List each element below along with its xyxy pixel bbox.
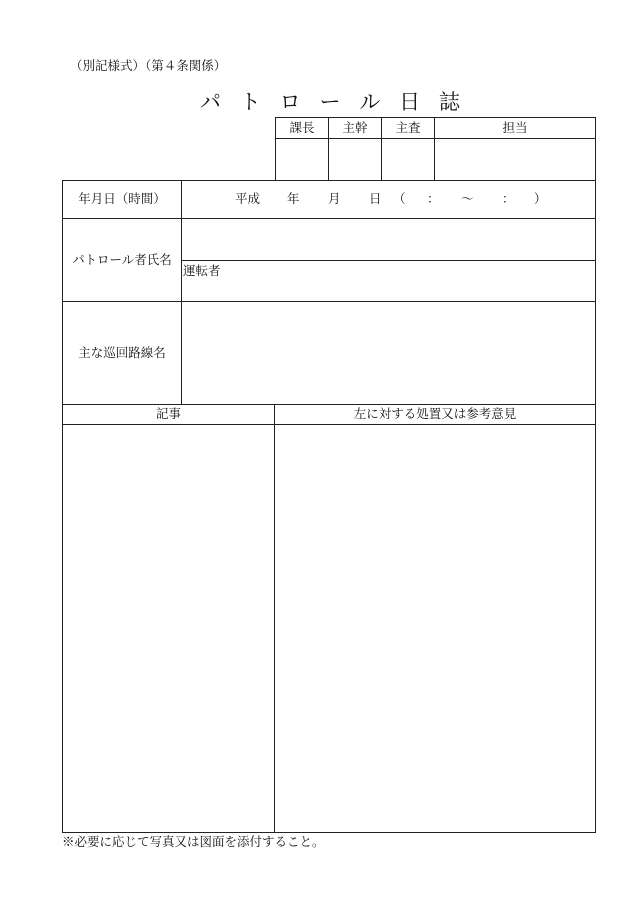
patrol-members-field[interactable] — [182, 219, 595, 260]
date-time-field[interactable] — [182, 181, 595, 218]
route-label: 主な巡回路線名 — [78, 344, 166, 360]
title-char: 誌 — [438, 90, 462, 114]
month-label: 月 — [328, 191, 341, 206]
opinion-area[interactable] — [275, 425, 595, 832]
approval-border-right — [595, 117, 596, 180]
stamp-box-inspector[interactable] — [382, 139, 434, 180]
title-char: ー — [319, 90, 343, 114]
time-colon: ： — [502, 191, 515, 206]
form-border-bottom — [62, 832, 596, 833]
attachment-note: ※必要に応じて写真又は図面を添付すること。 — [62, 834, 325, 849]
time-range-tilde: ～ — [461, 191, 474, 206]
year-label: 年 — [287, 191, 300, 206]
driver-label: 運転者 — [183, 263, 221, 278]
day-label: 日 — [369, 191, 382, 206]
stamp-box-section-chief[interactable] — [276, 139, 328, 180]
era-label: 平成 — [235, 191, 261, 206]
approval-header-inspector: 主査 — [395, 119, 421, 135]
date-time-label: 年月日（時間） — [78, 191, 166, 207]
time-close-paren: ） — [534, 191, 547, 206]
stamp-box-chief-officer[interactable] — [329, 139, 381, 180]
record-header: 記事 — [155, 406, 181, 422]
title-char: ル — [359, 90, 383, 114]
form-border-right — [595, 180, 596, 833]
approval-header-section-chief: 課長 — [289, 119, 315, 135]
page-title — [200, 86, 462, 116]
approval-header-staff: 担当 — [502, 119, 528, 135]
title-char: 日 — [399, 90, 423, 114]
title-char: パ — [200, 90, 223, 114]
form-caption: （別記様式）（第４条関係） — [70, 58, 227, 73]
patrol-members-label: パトロール者氏名 — [72, 251, 172, 267]
route-field[interactable] — [182, 302, 595, 404]
time-open-paren: （ — [393, 191, 406, 206]
title-char: ロ — [279, 90, 303, 114]
driver-field[interactable] — [182, 261, 595, 301]
record-area[interactable] — [63, 425, 274, 832]
title-char: ト — [239, 90, 263, 114]
stamp-box-staff[interactable] — [435, 139, 595, 180]
approval-header-chief-officer: 主幹 — [342, 119, 368, 135]
time-colon: ： — [427, 191, 440, 206]
opinion-header: 左に対する処置又は参考意見 — [353, 406, 517, 422]
